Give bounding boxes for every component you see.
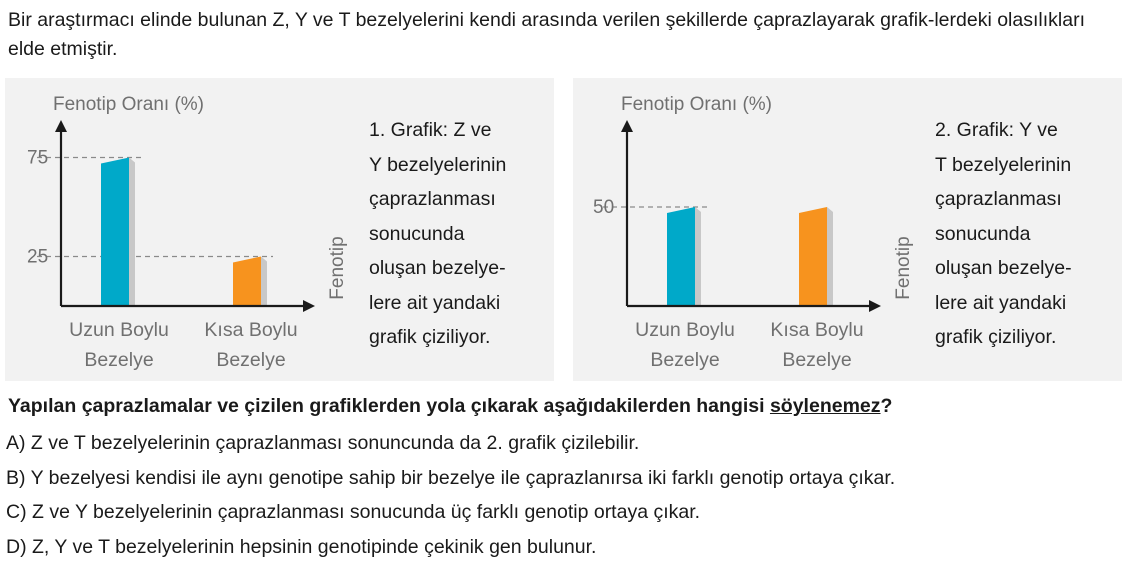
x-axis-arrow xyxy=(869,300,881,312)
category-label: Bezelye xyxy=(782,349,852,371)
bar-kisa-boylu xyxy=(799,207,827,306)
chart-1-caption: 1. Grafik: Z ve Y bezelyelerinin çaprazlanması sonucunda oluşan bezelye- lere ait yandaki grafik çiziliyor. xyxy=(369,119,507,348)
category-label: Bezelye xyxy=(84,349,154,371)
option-c[interactable]: C) Z ve Y bezelyelerinin çaprazlanması sonucunda üç farklı genotip ortaya çıkar. xyxy=(6,501,701,523)
bar-side xyxy=(827,207,833,306)
bar-uzun-boylu xyxy=(667,207,695,306)
y-tick-label: 50 xyxy=(593,197,615,218)
y-tick-label: 25 xyxy=(27,246,49,268)
category-label: Bezelye xyxy=(216,349,286,371)
chart-2-caption: 2. Grafik: Y ve T bezelyelerinin çaprazlanması sonucunda oluşan bezelye- lere ait yandaki grafik çiziliyor. xyxy=(935,119,1072,348)
question xyxy=(8,395,892,418)
question-emphasis: söylenemez xyxy=(769,395,881,417)
y-axis-label: Fenotip Oranı (%) xyxy=(621,94,772,115)
y-axis-arrow xyxy=(621,120,633,132)
y-tick-label: 75 xyxy=(27,147,49,169)
option-b[interactable]: B) Y bezelyesi kendisi ile aynı genotipe sahip bir bezelye ile çaprazlanırsa iki farklı genotip ortaya çıkar. xyxy=(6,466,896,489)
x-axis-label: Fenotip xyxy=(893,236,914,300)
y-axis-label: Fenotip Oranı (%) xyxy=(53,94,204,115)
x-axis-arrow xyxy=(303,300,315,312)
bar-side xyxy=(129,158,135,307)
option-a[interactable]: A) Z ve T bezelyelerinin çaprazlanması sonuncunda da 2. grafik çizilebilir. xyxy=(6,432,640,454)
option-d[interactable]: D) Z, Y ve T bezelyelerinin hepsinin genotipinde çekinik gen bulunur. xyxy=(6,535,597,558)
x-axis-label: Fenotip xyxy=(327,236,348,300)
y-axis-arrow xyxy=(55,120,67,132)
bar-side xyxy=(261,257,267,307)
question-text: Yapılan çaprazlamalar ve çizilen grafiklerden yola çıkarak aşağıdakilerden hangisi xyxy=(8,395,770,417)
category-label: Kısa Boylu xyxy=(770,319,864,341)
bar-uzun-boylu xyxy=(101,158,129,307)
chart-panel-2 xyxy=(573,78,1122,381)
category-label: Kısa Boylu xyxy=(204,319,298,341)
category-label: Uzun Boylu xyxy=(635,319,735,341)
chart-panel-1 xyxy=(5,78,554,381)
bar-side xyxy=(695,207,701,306)
category-label: Bezelye xyxy=(650,349,720,371)
bar-kisa-boylu xyxy=(233,257,261,307)
category-label: Uzun Boylu xyxy=(69,319,169,341)
intro-text: Bir araştırmacı elinde bulunan Z, Y ve T bezelyelerini kendi arasında verilen şekillerde çaprazlayarak grafik-lerdeki olasılıkları elde etmiştir. xyxy=(8,9,1085,60)
options-list xyxy=(6,426,895,564)
question-end: ? xyxy=(880,395,893,417)
